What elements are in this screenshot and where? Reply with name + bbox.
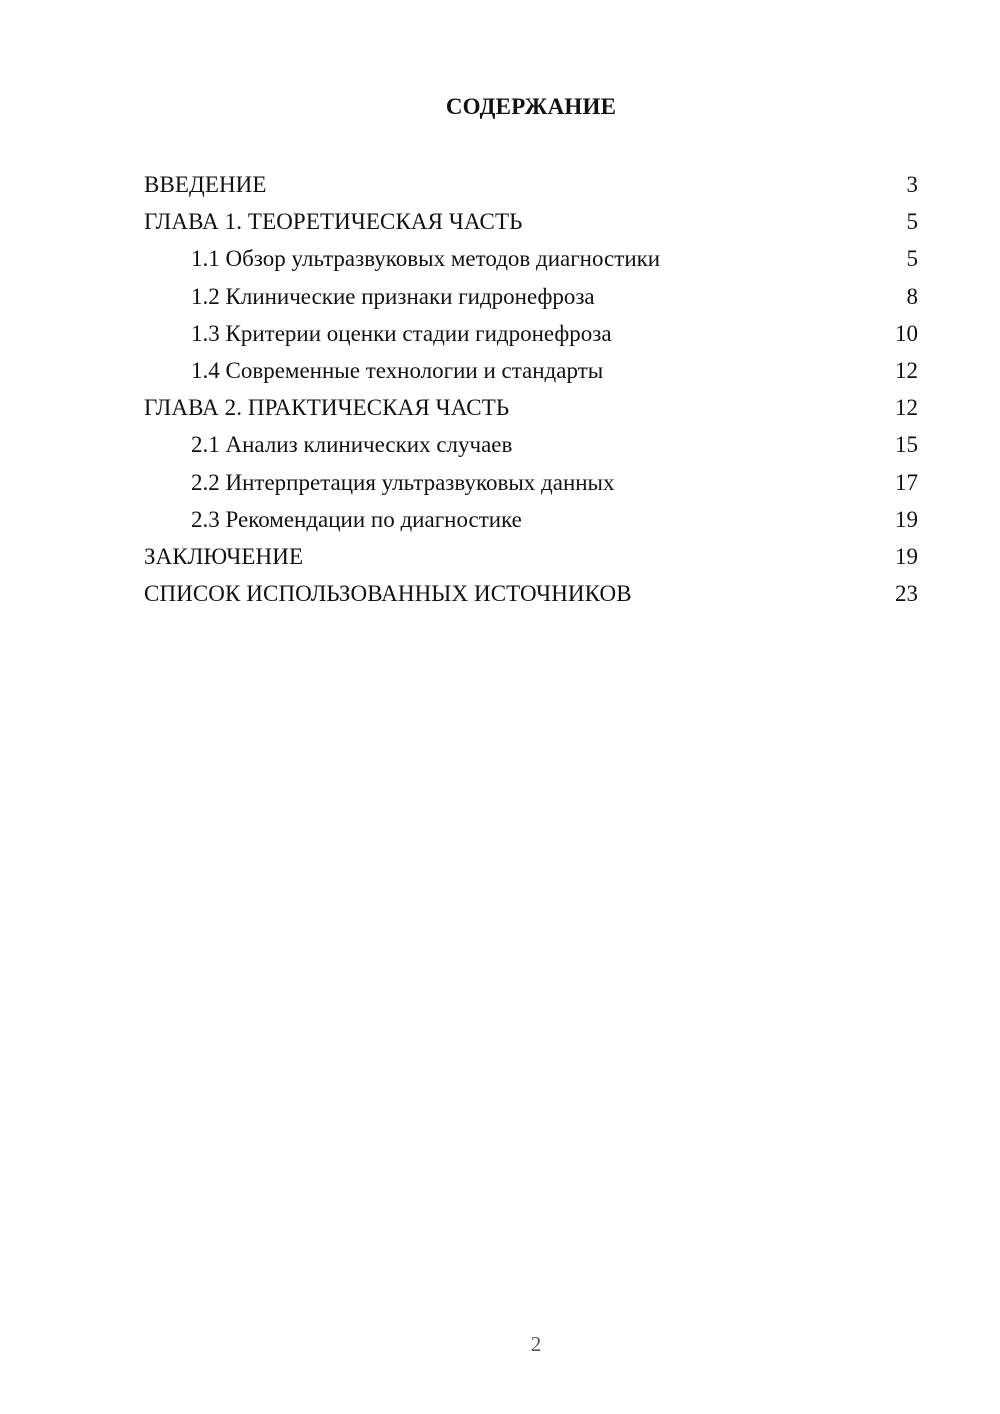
toc-entry-page: 15 [895, 432, 918, 458]
toc-entry-page: 19 [895, 506, 918, 532]
toc-entry-label: ГЛАВА 1. ТЕОРЕТИЧЕСКАЯ ЧАСТЬ [144, 209, 523, 235]
toc-entry-page: 3 [906, 172, 918, 197]
toc-entry-page: 12 [895, 395, 918, 421]
toc-entry-label: ВВЕДЕНИЕ [144, 172, 267, 197]
toc-entry-references[interactable] [144, 575, 918, 612]
toc-entry-label: 2.3 Рекомендации по диагностике [191, 506, 522, 532]
page-number: 2 [530, 1332, 542, 1356]
toc-entry-label: ГЛАВА 2. ПРАКТИЧЕСКАЯ ЧАСТЬ [144, 395, 510, 421]
toc-entry-page: 8 [906, 283, 918, 309]
toc-entry-label: СПИСОК ИСПОЛЬЗОВАННЫХ ИСТОЧНИКОВ [144, 581, 632, 607]
toc-entry-conclusion[interactable] [144, 538, 918, 575]
toc-entry-page: 12 [895, 357, 918, 383]
toc-entry-label: 2.2 Интерпретация ультразвуковых данных [191, 469, 615, 495]
toc-entry-label: 1.1 Обзор ультразвуковых методов диагностики [191, 246, 661, 272]
toc-entry-label: 1.4 Современные технологии и стандарты [191, 357, 604, 383]
toc-entry-section-2-3[interactable] [144, 501, 918, 538]
toc-entry-label: 2.1 Анализ клинических случаев [191, 432, 513, 458]
toc-entry-section-1-2[interactable] [144, 278, 918, 315]
toc-entry-label: ЗАКЛЮЧЕНИЕ [144, 543, 304, 569]
toc-entry-section-1-3[interactable] [144, 315, 918, 352]
toc-entry-chapter-2[interactable] [144, 389, 918, 426]
toc-entry-page: 19 [895, 543, 918, 569]
toc-entry-section-1-4[interactable] [144, 352, 918, 389]
toc-entry-page: 23 [895, 581, 918, 607]
toc-entry-introduction[interactable] [144, 166, 918, 203]
toc-entry-page: 10 [895, 320, 918, 346]
toc-entry-page: 17 [895, 469, 918, 495]
toc-entry-chapter-1[interactable] [144, 203, 918, 240]
toc-entry-section-2-1[interactable] [144, 426, 918, 463]
toc-entry-section-2-2[interactable] [144, 464, 918, 501]
toc-entry-label: 1.3 Критерии оценки стадии гидронефроза [191, 320, 612, 346]
toc-entry-label: 1.2 Клинические признаки гидронефроза [191, 283, 595, 309]
toc-title: СОДЕРЖАНИЕ [445, 94, 617, 119]
table-of-contents [144, 166, 918, 612]
toc-entry-page: 5 [906, 246, 918, 272]
toc-entry-section-1-1[interactable] [144, 240, 918, 277]
toc-entry-page: 5 [906, 209, 918, 235]
